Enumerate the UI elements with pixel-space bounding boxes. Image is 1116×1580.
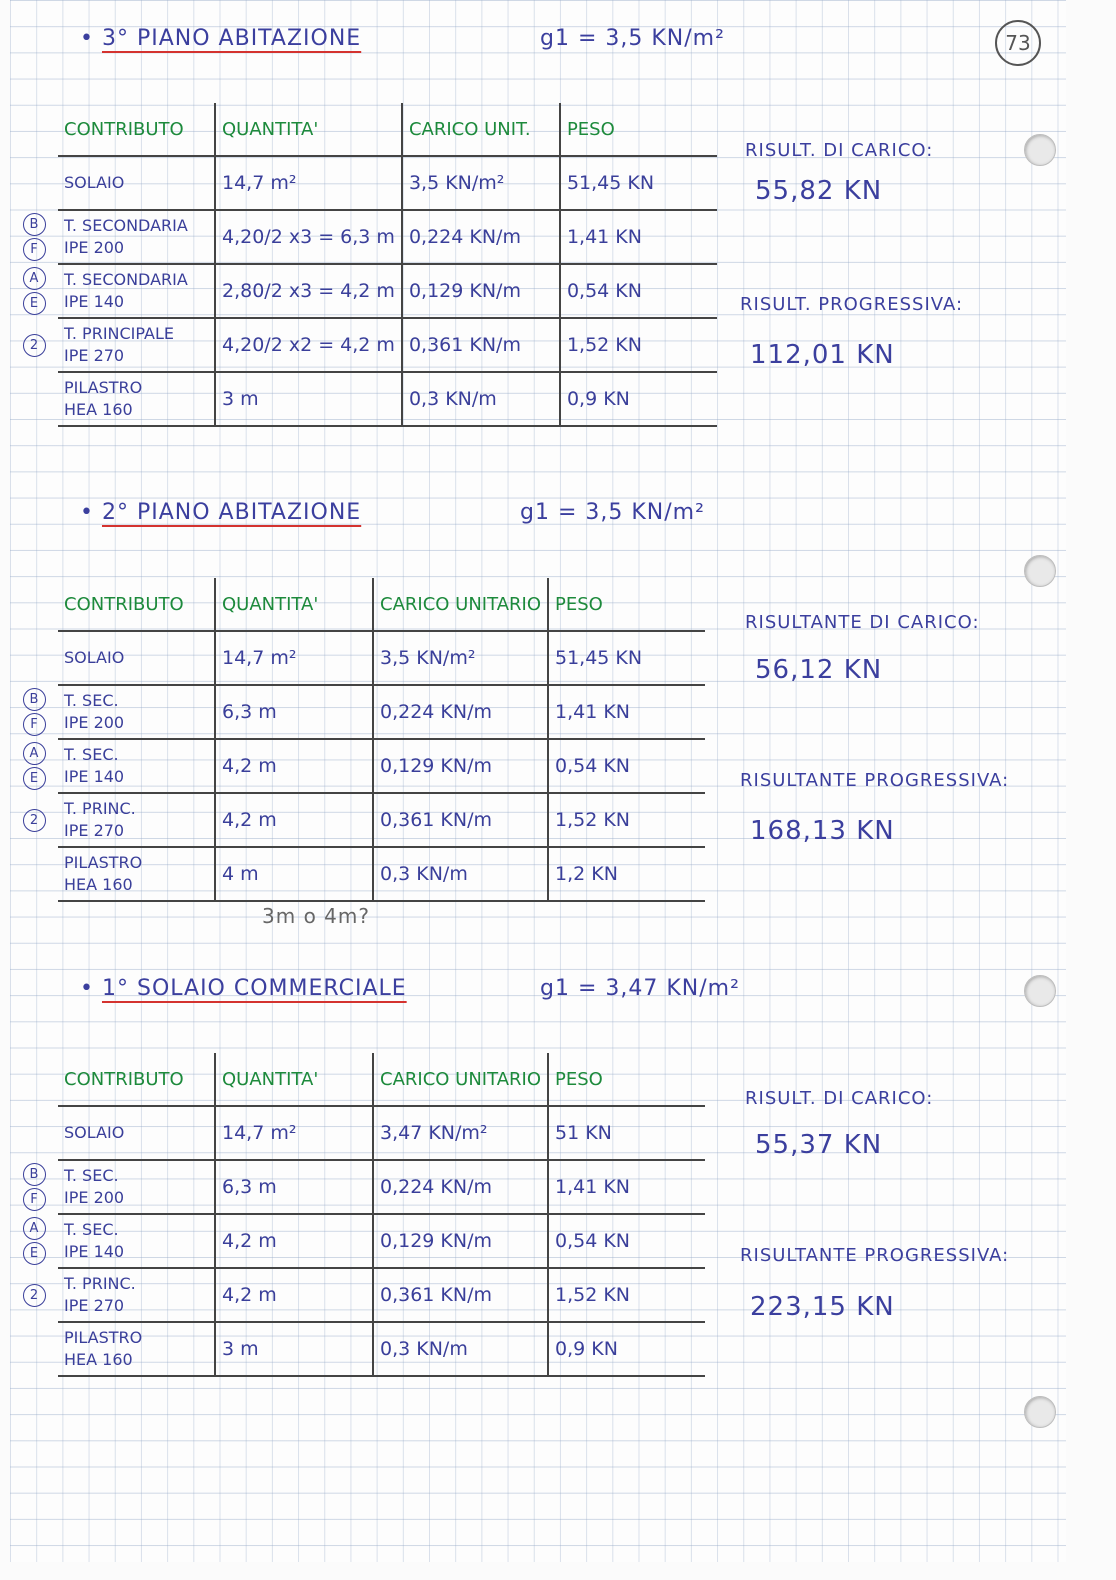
carico-cell: 0,224 KN/m	[373, 1160, 548, 1214]
marker-cell	[10, 739, 58, 793]
marker-cell	[10, 1214, 58, 1268]
bullet-icon: •	[80, 26, 102, 51]
column-header: PESO	[548, 578, 705, 631]
result-value: 55,37 KN	[755, 1130, 883, 1160]
marker-group	[10, 1163, 58, 1211]
table-header-row	[10, 578, 705, 631]
peso-cell: 0,9 KN	[548, 1322, 705, 1376]
contributo-cell	[58, 1268, 215, 1322]
carico-cell: 0,361 KN/m	[402, 318, 560, 372]
carico-cell: 0,361 KN/m	[373, 1268, 548, 1322]
quantita-cell: 4,20/2 x2 = 4,2 m	[215, 318, 402, 372]
g1-value: g1 = 3,5 KN/m²	[540, 26, 725, 51]
section-title-text: 1° SOLAIO COMMERCIALE	[101, 976, 407, 1001]
bullet-icon: •	[80, 976, 102, 1001]
contributo-cell	[58, 264, 215, 318]
table-row	[10, 372, 717, 426]
quantita-cell: 14,7 m²	[215, 631, 373, 685]
contributo-cell	[58, 631, 215, 685]
progressive-label: RISULT. PROGRESSIVA:	[740, 294, 964, 315]
carico-cell: 0,361 KN/m	[373, 793, 548, 847]
marker-group	[10, 213, 58, 261]
profile-name: IPE 200	[64, 1188, 125, 1207]
circled-label: 2	[23, 1284, 46, 1307]
g1-value: g1 = 3,5 KN/m²	[520, 500, 705, 525]
circled-label: 2	[23, 334, 46, 357]
marker-cell	[10, 372, 58, 426]
peso-cell: 0,54 KN	[548, 1214, 705, 1268]
quantita-cell: 14,7 m²	[215, 156, 402, 210]
quantita-cell: 4,20/2 x3 = 6,3 m	[215, 210, 402, 264]
profile-name: IPE 140	[64, 292, 125, 311]
contributo-cell	[58, 1106, 215, 1160]
profile-name: IPE 270	[64, 1296, 125, 1315]
quantita-cell: 4 m	[215, 847, 373, 901]
load-table	[10, 578, 705, 902]
quantita-cell: 3 m	[215, 372, 402, 426]
load-table	[10, 103, 717, 427]
peso-cell: 1,41 KN	[548, 685, 705, 739]
contributo-name: T. SECONDARIA	[64, 216, 188, 235]
marker-cell	[10, 264, 58, 318]
marker-cell	[10, 631, 58, 685]
marker-cell	[10, 1053, 58, 1106]
column-header: QUANTITA'	[215, 578, 373, 631]
contributo-name: SOLAIO	[64, 648, 125, 667]
contributo-cell	[58, 1214, 215, 1268]
contributo-name: T. SECONDARIA	[64, 270, 188, 289]
contributo-cell	[58, 685, 215, 739]
section-title-text: 3° PIANO ABITAZIONE	[101, 26, 362, 51]
contributo-cell	[58, 1322, 215, 1376]
binder-hole	[1024, 1396, 1056, 1428]
contributo-cell	[58, 739, 215, 793]
carico-cell: 0,129 KN/m	[402, 264, 560, 318]
column-header: PESO	[548, 1053, 705, 1106]
table-row	[10, 1160, 705, 1214]
circled-label: E	[23, 1242, 46, 1265]
section-title-text: 2° PIANO ABITAZIONE	[101, 500, 362, 525]
table-row	[10, 1214, 705, 1268]
carico-cell: 0,129 KN/m	[373, 739, 548, 793]
quantita-cell: 14,7 m²	[215, 1106, 373, 1160]
circled-label: E	[23, 767, 46, 790]
progressive-label: RISULTANTE PROGRESSIVA:	[740, 1245, 1010, 1266]
table-row	[10, 210, 717, 264]
contributo-cell	[58, 847, 215, 901]
peso-cell: 1,52 KN	[548, 793, 705, 847]
circled-label: 2	[23, 809, 46, 832]
marker-group	[10, 1284, 58, 1307]
result-value: 55,82 KN	[755, 176, 883, 206]
profile-name: IPE 140	[64, 767, 125, 786]
contributo-name: T. SEC.	[64, 745, 119, 764]
section-title	[80, 500, 361, 525]
carico-cell: 3,5 KN/m²	[373, 631, 548, 685]
circled-label: B	[23, 688, 46, 711]
contributo-name: PILASTRO	[64, 1328, 143, 1347]
table-row	[10, 1106, 705, 1160]
quantita-cell: 4,2 m	[215, 793, 373, 847]
peso-cell: 51,45 KN	[548, 631, 705, 685]
carico-cell: 3,5 KN/m²	[402, 156, 560, 210]
contributo-cell	[58, 156, 215, 210]
contributo-name: T. PRINCIPALE	[64, 324, 174, 343]
marker-cell	[10, 1268, 58, 1322]
carico-cell: 0,129 KN/m	[373, 1214, 548, 1268]
table-row	[10, 739, 705, 793]
circled-label: B	[23, 1163, 46, 1186]
table-row	[10, 156, 717, 210]
marker-cell	[10, 1106, 58, 1160]
marker-cell	[10, 210, 58, 264]
column-header: CONTRIBUTO	[58, 578, 215, 631]
contributo-name: PILASTRO	[64, 853, 143, 872]
quantita-cell: 6,3 m	[215, 1160, 373, 1214]
load-table	[10, 1053, 705, 1377]
page-number: 73	[995, 20, 1041, 66]
marker-cell	[10, 793, 58, 847]
quantita-cell: 2,80/2 x3 = 4,2 m	[215, 264, 402, 318]
circled-label: F	[23, 1188, 46, 1211]
quantita-cell: 4,2 m	[215, 739, 373, 793]
profile-name: HEA 160	[64, 400, 133, 419]
profile-name: HEA 160	[64, 875, 133, 894]
carico-cell: 0,3 KN/m	[373, 847, 548, 901]
g1-value: g1 = 3,47 KN/m²	[540, 976, 740, 1001]
quantita-cell: 6,3 m	[215, 685, 373, 739]
profile-name: IPE 270	[64, 821, 125, 840]
bullet-icon: •	[80, 500, 102, 525]
table-row	[10, 847, 705, 901]
progressive-value: 168,13 KN	[750, 816, 895, 846]
column-header: PESO	[560, 103, 717, 156]
marker-cell	[10, 1322, 58, 1376]
contributo-name: PILASTRO	[64, 378, 143, 397]
carico-cell: 0,224 KN/m	[373, 685, 548, 739]
contributo-cell	[58, 1160, 215, 1214]
table-row	[10, 318, 717, 372]
contributo-name: T. SEC.	[64, 1166, 119, 1185]
table-row	[10, 1268, 705, 1322]
peso-cell: 51 KN	[548, 1106, 705, 1160]
carico-cell: 0,3 KN/m	[402, 372, 560, 426]
contributo-cell	[58, 372, 215, 426]
profile-name: IPE 270	[64, 346, 125, 365]
peso-cell: 1,41 KN	[548, 1160, 705, 1214]
circled-label: A	[23, 742, 46, 765]
peso-cell: 1,52 KN	[548, 1268, 705, 1322]
peso-cell: 0,54 KN	[560, 264, 717, 318]
peso-cell: 51,45 KN	[560, 156, 717, 210]
quantita-cell: 4,2 m	[215, 1268, 373, 1322]
progressive-value: 112,01 KN	[750, 340, 895, 370]
peso-cell: 1,2 KN	[548, 847, 705, 901]
binder-hole	[1024, 134, 1056, 166]
contributo-name: T. PRINC.	[64, 1274, 136, 1293]
contributo-cell	[58, 210, 215, 264]
marker-cell	[10, 1160, 58, 1214]
marker-cell	[10, 156, 58, 210]
peso-cell: 1,52 KN	[560, 318, 717, 372]
marker-group	[10, 809, 58, 832]
progressive-label: RISULTANTE PROGRESSIVA:	[740, 770, 1010, 791]
circled-label: B	[23, 213, 46, 236]
column-header: CARICO UNITARIO	[373, 1053, 548, 1106]
carico-cell: 0,3 KN/m	[373, 1322, 548, 1376]
table-row	[10, 1322, 705, 1376]
peso-cell: 1,41 KN	[560, 210, 717, 264]
contributo-cell	[58, 318, 215, 372]
profile-name: IPE 200	[64, 713, 125, 732]
result-label: RISULTANTE DI CARICO:	[745, 612, 980, 633]
column-header: QUANTITA'	[215, 103, 402, 156]
marker-group	[10, 1217, 58, 1265]
table-row	[10, 264, 717, 318]
contributo-name: SOLAIO	[64, 173, 125, 192]
contributo-name: SOLAIO	[64, 1123, 125, 1142]
profile-name: IPE 200	[64, 238, 125, 257]
marker-group	[10, 742, 58, 790]
carico-cell: 0,224 KN/m	[402, 210, 560, 264]
result-value: 56,12 KN	[755, 655, 883, 685]
column-header: CARICO UNIT.	[402, 103, 560, 156]
peso-cell: 0,9 KN	[560, 372, 717, 426]
table-header-row	[10, 1053, 705, 1106]
circled-label: F	[23, 238, 46, 261]
circled-label: A	[23, 1217, 46, 1240]
profile-name: HEA 160	[64, 1350, 133, 1369]
circled-label: A	[23, 267, 46, 290]
marker-cell	[10, 103, 58, 156]
quantita-cell: 3 m	[215, 1322, 373, 1376]
binder-hole	[1024, 975, 1056, 1007]
table-row	[10, 793, 705, 847]
contributo-name: T. SEC.	[64, 691, 119, 710]
marker-group	[10, 267, 58, 315]
contributo-cell	[58, 793, 215, 847]
table-row	[10, 631, 705, 685]
table-row	[10, 685, 705, 739]
section-title	[80, 976, 407, 1001]
marker-cell	[10, 318, 58, 372]
progressive-value: 223,15 KN	[750, 1292, 895, 1322]
circled-label: E	[23, 292, 46, 315]
table-header-row	[10, 103, 717, 156]
quantita-cell: 4,2 m	[215, 1214, 373, 1268]
contributo-name: T. PRINC.	[64, 799, 136, 818]
profile-name: IPE 140	[64, 1242, 125, 1261]
result-label: RISULT. DI CARICO:	[745, 140, 934, 161]
result-label: RISULT. DI CARICO:	[745, 1088, 934, 1109]
peso-cell: 0,54 KN	[548, 739, 705, 793]
section-title	[80, 26, 361, 51]
handwritten-note: 3m o 4m?	[262, 904, 370, 928]
column-header: CARICO UNITARIO	[373, 578, 548, 631]
column-header: QUANTITA'	[215, 1053, 373, 1106]
contributo-name: T. SEC.	[64, 1220, 119, 1239]
circled-label: F	[23, 713, 46, 736]
marker-group	[10, 688, 58, 736]
marker-cell	[10, 847, 58, 901]
carico-cell: 3,47 KN/m²	[373, 1106, 548, 1160]
marker-group	[10, 334, 58, 357]
marker-cell	[10, 685, 58, 739]
column-header: CONTRIBUTO	[58, 1053, 215, 1106]
marker-cell	[10, 578, 58, 631]
column-header: CONTRIBUTO	[58, 103, 215, 156]
binder-hole	[1024, 555, 1056, 587]
